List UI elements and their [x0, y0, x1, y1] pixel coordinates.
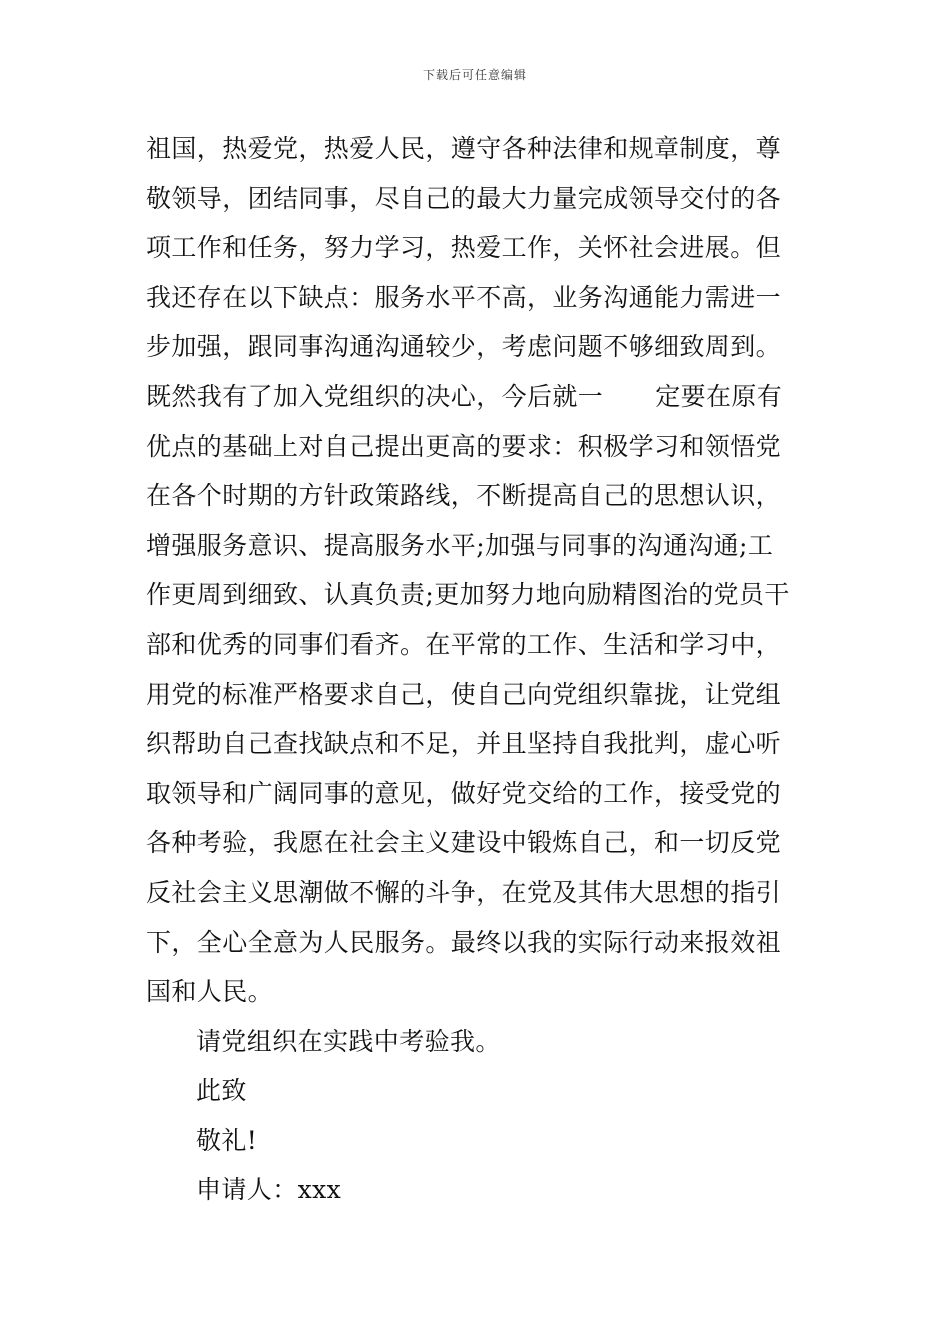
body-line: 敬领导，团结同事，尽自己的最大力量完成领导交付的各 [146, 183, 782, 213]
header-note: 下载后可任意编辑 [422, 68, 527, 82]
document-body [146, 124, 810, 1215]
body-line-split [146, 372, 810, 422]
body-line: 部和优秀的同事们看齐。在平常的工作、生活和学习中， [146, 629, 782, 659]
body-line: 取领导和广阔同事的意见，做好党交给的工作，接受党的 [146, 778, 782, 808]
body-line-head: 既然我有了加入党组织的决心，今后就一 [146, 381, 604, 411]
body-line: 用党的标准严格要求自己，使自己向党组织靠拢，让党组 [146, 679, 782, 709]
body-line-tail: 定要在原有 [655, 381, 783, 411]
body-line: 作更周到细致、认真负责;更加努力地向励精图治的党员干 [146, 580, 790, 610]
body-line: 我还存在以下缺点：服务水平不高，业务沟通能力需进一 [146, 282, 782, 312]
body-line: 国和人民。 [146, 977, 274, 1007]
applicant-signature: 申请人：xxx [196, 1175, 342, 1205]
body-line: 反社会主义思潮做不懈的斗争，在党及其伟大思想的指引 [146, 877, 782, 907]
body-line: 步加强，跟同事沟通沟通较少，考虑问题不够细致周到。 [146, 332, 782, 362]
closing-salutation: 此致 [196, 1076, 247, 1106]
body-line: 织帮助自己查找缺点和不足，并且坚持自我批判，虚心听 [146, 729, 782, 759]
body-line: 各种考验，我愿在社会主义建设中锻炼自己，和一切反党 [146, 828, 782, 858]
body-line: 项工作和任务，努力学习，热爱工作，关怀社会进展。但 [146, 233, 782, 263]
body-line: 在各个时期的方针政策路线，不断提高自己的思想认识， [146, 481, 782, 511]
body-line: 祖国，热爱党，热爱人民，遵守各种法律和规章制度，尊 [146, 134, 782, 163]
body-line: 优点的基础上对自己提出更高的要求：积极学习和领悟党 [146, 431, 782, 461]
closing-respect: 敬礼! [196, 1125, 258, 1155]
closing-request: 请党组织在实践中考验我。 [196, 1026, 501, 1056]
body-line: 下，全心全意为人民服务。最终以我的实际行动来报效祖 [146, 927, 782, 957]
body-line: 增强服务意识、提高服务水平;加强与同事的沟通沟通;工 [146, 530, 774, 560]
